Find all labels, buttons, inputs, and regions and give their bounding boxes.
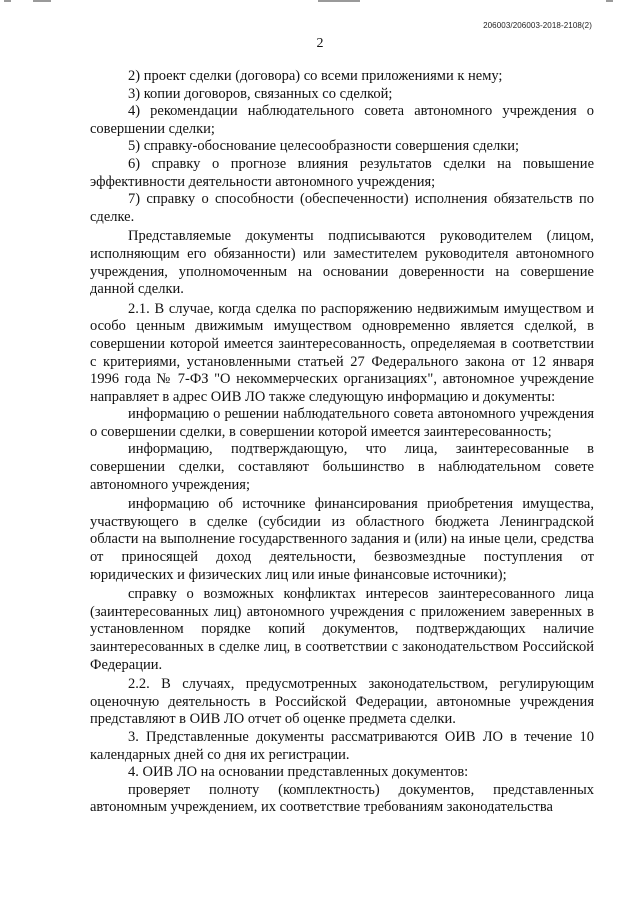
paragraph: Представляемые документы подписываются руководителем (лицом, исполняющим его обязанности) или заместителем руководителя автономного учреждения, уполномоченным на основании доверенности на совершение данной сделки. [90,228,594,298]
paragraph: 3. Представленные документы рассматриваются ОИВ ЛО в течение 10 календарных дней со дня их регистрации. [90,728,594,763]
page-number: 2 [316,36,324,51]
paragraph: справку о возможных конфликтах интересов заинтересованного лица (заинтересованных лиц) автономного учреждения с приложением заверенных в установленном порядке копий документов, подтверждающих наличие заинтересованных в сделке лиц, в соответствии с законодательством Российской Федерации. [90,586,594,673]
paragraph: информацию о решении наблюдательного совета автономного учреждения о совершении сделки, в совершении которой имеется заинтересованность; [90,406,594,440]
document-registration-number: 206003/206003-2018-2108(2) [483,21,592,30]
paragraph: 4) рекомендации наблюдательного совета автономного учреждения о совершении сделки; [90,103,594,137]
paragraph: 3) копии договоров, связанных со сделкой; [128,85,393,102]
paragraph: 2) проект сделки (договора) со всеми приложениями к нему; [128,68,503,84]
paragraph: информацию, подтверждающую, что лица, заинтересованные в совершении сделки, составляют большинство в наблюдательном совете автономного учреждения; [90,441,594,493]
document-body [90,68,594,817]
paragraph: 2.1. В случае, когда сделка по распоряжению недвижимым имуществом и особо ценным движимым имуществом одновременно является сделкой, в совершении которой имеется заинтересованность, определяемая в соответствии с критериями, установленными статьей 27 Федерального закона от 12 января 1996 года № 7-ФЗ "О некоммерческих организациях", автономное учреждение направляет в адрес ОИВ ЛО также следующую информацию и документы: [90,300,594,405]
paragraph: 7) справку о способности (обеспеченности) исполнения обязательств по сделке. [90,191,594,225]
paragraph: 6) справку о прогнозе влияния результатов сделки на повышение эффективности деятельности автономного учреждения; [90,155,594,190]
paragraph: проверяет полноту (комплектность) документов, представленных автономным учреждением, их соответствие требованиям законодательства [90,781,594,816]
paragraph: 4. ОИВ ЛО на основании представленных документов: [128,764,469,781]
scan-top-edge-marks [0,0,640,6]
paragraph: информацию об источнике финансирования приобретения имущества, участвующего в сделке (субсидии из областного бюджета Ленинградской области на выполнение государственного задания и (или) на иные цели, средства от приносящей доход деятельности, безвозмездные поступления от юридических и физических лиц или иные финансовые источники); [90,496,594,583]
paragraph: 2.2. В случаях, предусмотренных законодательством, регулирующим оценочную деятельность в Российской Федерации, автономные учреждения представляют в ОИВ ЛО отчет об оценке предмета сделки. [90,676,594,728]
paragraph: 5) справку-обоснование целесообразности совершения сделки; [128,138,520,155]
